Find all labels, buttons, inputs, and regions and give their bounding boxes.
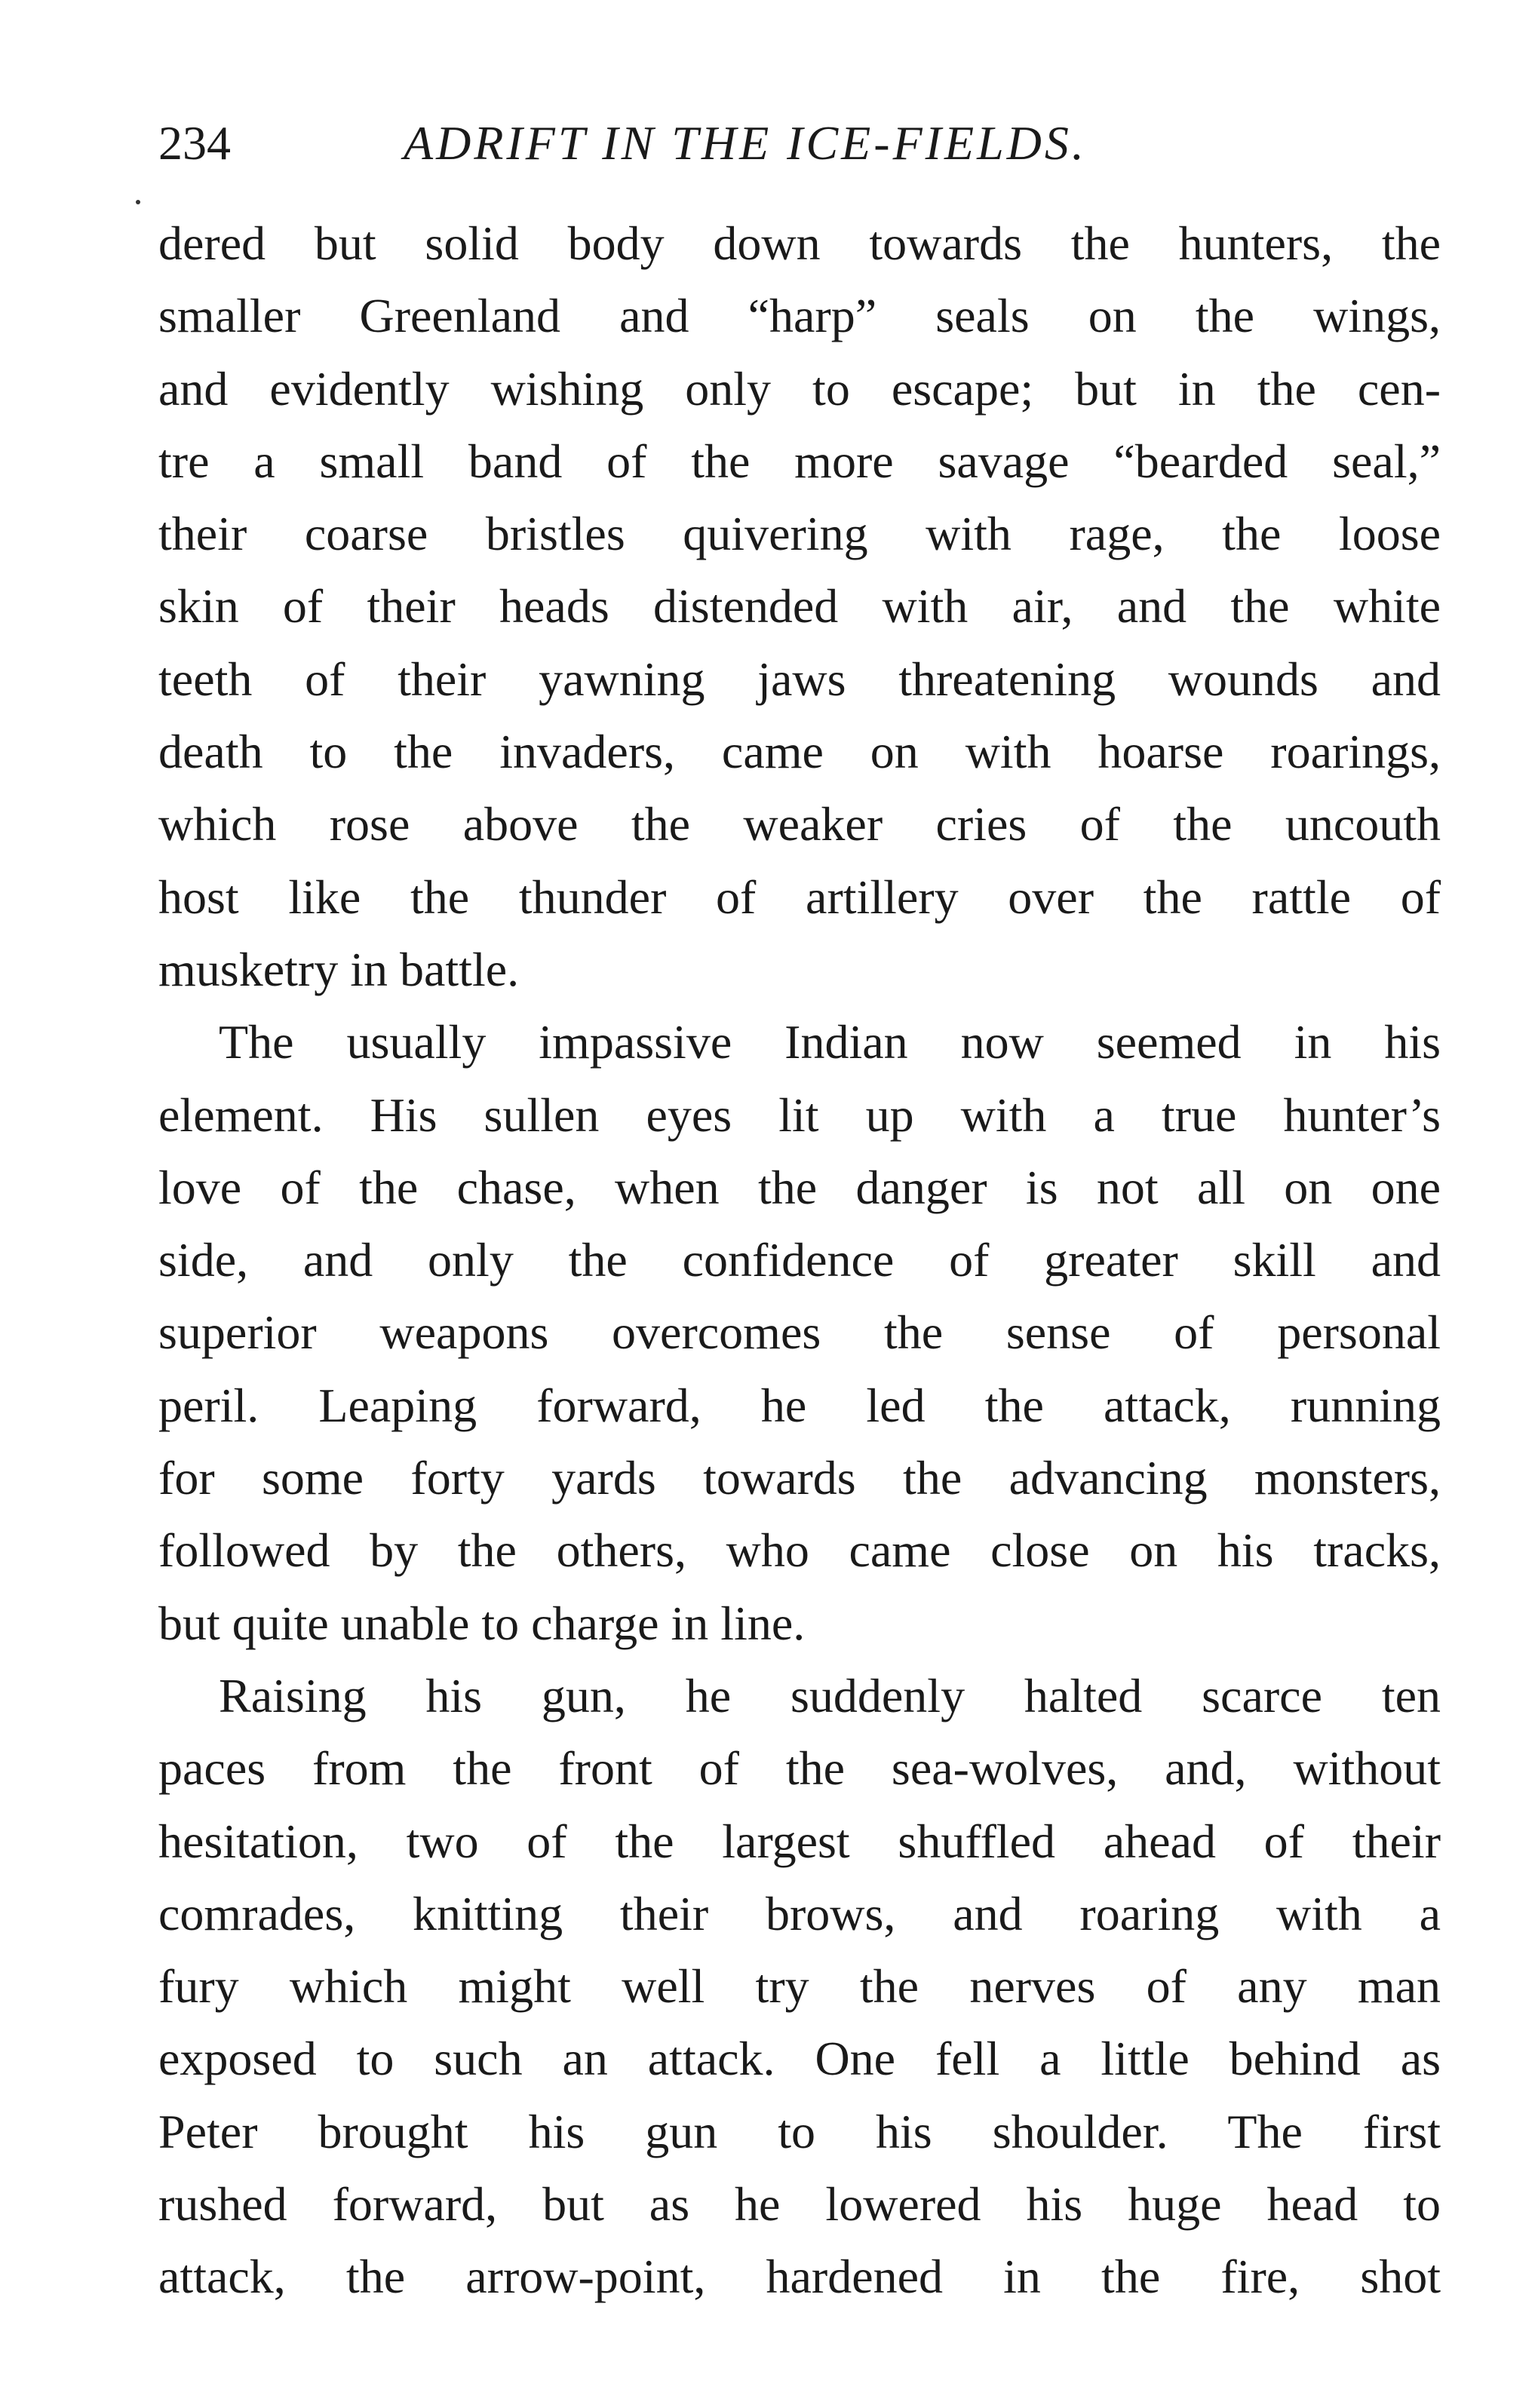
paragraph [158, 1660, 1441, 2314]
text-line: which rose above the weaker cries of the uncouth [158, 797, 1441, 851]
text-line: hesitation, two of the largest shuffled ahead of their [158, 1814, 1441, 1868]
paragraph [158, 207, 1441, 1006]
text-line: for some forty yards towards the advancing monsters, [158, 1451, 1441, 1505]
text-line: exposed to such an attack. One fell a little behind as [158, 2032, 1441, 2086]
text-line: dered but solid body down towards the hunters, the [158, 216, 1441, 270]
text-line: The usually impassive Indian now seemed in his [219, 1015, 1441, 1069]
text-line: death to the invaders, came on with hoarse roarings, [158, 725, 1441, 779]
paragraph [158, 1006, 1441, 1660]
text-line: comrades, knitting their brows, and roaring with a [158, 1886, 1441, 1940]
text-line: side, and only the confidence of greater skill and [158, 1233, 1441, 1287]
text-line: skin of their heads distended with air, and the white [158, 579, 1441, 633]
text-line: paces from the front of the sea-wolves, and, without [158, 1741, 1441, 1796]
text-line: attack, the arrow-point, hardened in the fire, shot [158, 2250, 1441, 2304]
text-line: tre a small band of the more savage “bearded seal,” [158, 434, 1441, 488]
text-line: fury which might well try the nerves of any man [158, 1959, 1441, 2014]
ink-speck [136, 200, 140, 204]
text-line: their coarse bristles quivering with rage, the loose [158, 507, 1441, 561]
running-title: ADRIFT IN THE ICE-FIELDS. [404, 116, 1087, 170]
text-line: teeth of their yawning jaws threatening wounds and [158, 652, 1441, 706]
text-line: Raising his gun, he suddenly halted scarce ten [219, 1668, 1441, 1722]
text-line: love of the chase, when the danger is not all on one [158, 1160, 1441, 1214]
text-line: superior weapons overcomes the sense of personal [158, 1305, 1441, 1360]
text-line: smaller Greenland and “harp” seals on the wings, [158, 289, 1441, 343]
text-line: element. His sullen eyes lit up with a true hunter’s [158, 1087, 1441, 1142]
text-line: musketry in battle. [158, 942, 520, 996]
page-number: 234 [158, 116, 231, 170]
text-line: host like the thunder of artillery over the rattle of [158, 870, 1441, 924]
body-text [158, 207, 1441, 2314]
text-line: and evidently wishing only to escape; but in the cen- [158, 361, 1441, 416]
text-line: rushed forward, but as he lowered his huge head to [158, 2177, 1441, 2232]
text-line: but quite unable to charge in line. [158, 1596, 806, 1650]
page-header [158, 113, 1441, 173]
text-line: peril. Leaping forward, he led the attack, running [158, 1378, 1441, 1432]
text-line: Peter brought his gun to his shoulder. The first [158, 2104, 1441, 2158]
text-line: followed by the others, who came close on his tracks, [158, 1523, 1441, 1578]
